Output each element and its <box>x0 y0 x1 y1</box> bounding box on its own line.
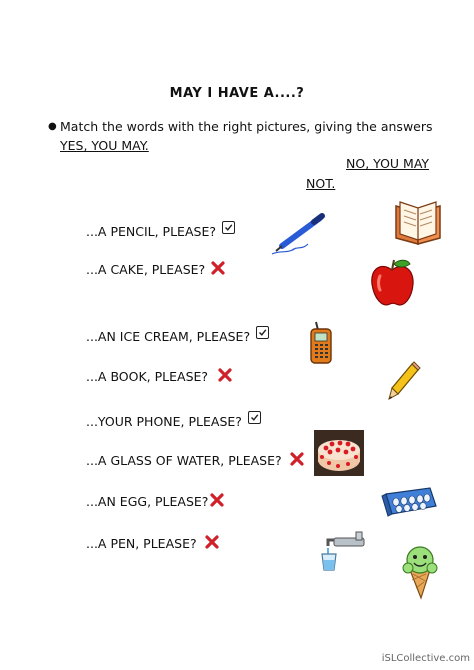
bullet-icon: ● <box>48 121 57 132</box>
answer-yes: YES, YOU MAY. <box>60 138 149 153</box>
question-text: ...YOUR PHONE, PLEASE? <box>86 414 242 429</box>
question-text: ...A PEN, PLEASE? <box>86 536 197 551</box>
question-text: ...A GLASS OF WATER, PLEASE? <box>86 453 282 468</box>
question-cake <box>86 261 225 278</box>
pencil-icon <box>386 360 422 402</box>
cross-icon <box>218 368 232 385</box>
question-pen <box>86 535 219 552</box>
footer-watermark: iSLCollective.com <box>381 653 470 664</box>
question-text: ...A CAKE, PLEASE? <box>86 262 206 277</box>
phone-icon <box>306 320 336 366</box>
eggs-icon <box>380 484 438 518</box>
cross-icon <box>290 452 304 469</box>
cross-icon <box>211 261 225 278</box>
ice-cream-icon <box>400 544 440 600</box>
question-egg <box>86 493 224 510</box>
book-icon <box>390 196 446 248</box>
question-text: ...AN EGG, PLEASE? <box>86 494 209 509</box>
water-glass-icon <box>318 528 368 572</box>
cross-icon <box>205 535 219 552</box>
question-phone <box>86 411 261 429</box>
question-glass-of-water <box>86 452 304 469</box>
question-text: ...A PENCIL, PLEASE? <box>86 224 216 239</box>
question-pencil <box>86 221 235 239</box>
cross-icon <box>210 493 224 510</box>
page-title: MAY I HAVE A....? <box>169 86 305 101</box>
apple-icon <box>368 256 416 310</box>
question-ice-cream <box>86 326 269 344</box>
instruction-text: Match the words with the right pictures, giving the answers <box>60 119 433 134</box>
answer-no-line1: NO, YOU MAY <box>346 156 430 171</box>
answer-no-line2: NOT. <box>306 176 336 191</box>
question-book <box>86 368 232 385</box>
question-text: ...A BOOK, PLEASE? <box>86 369 209 384</box>
check-icon <box>256 326 269 339</box>
cake-icon <box>314 430 364 476</box>
instruction <box>48 117 440 155</box>
pen-icon <box>268 210 330 256</box>
question-text: ...AN ICE CREAM, PLEASE? <box>86 329 251 344</box>
check-icon <box>222 221 235 234</box>
check-icon <box>248 411 261 424</box>
